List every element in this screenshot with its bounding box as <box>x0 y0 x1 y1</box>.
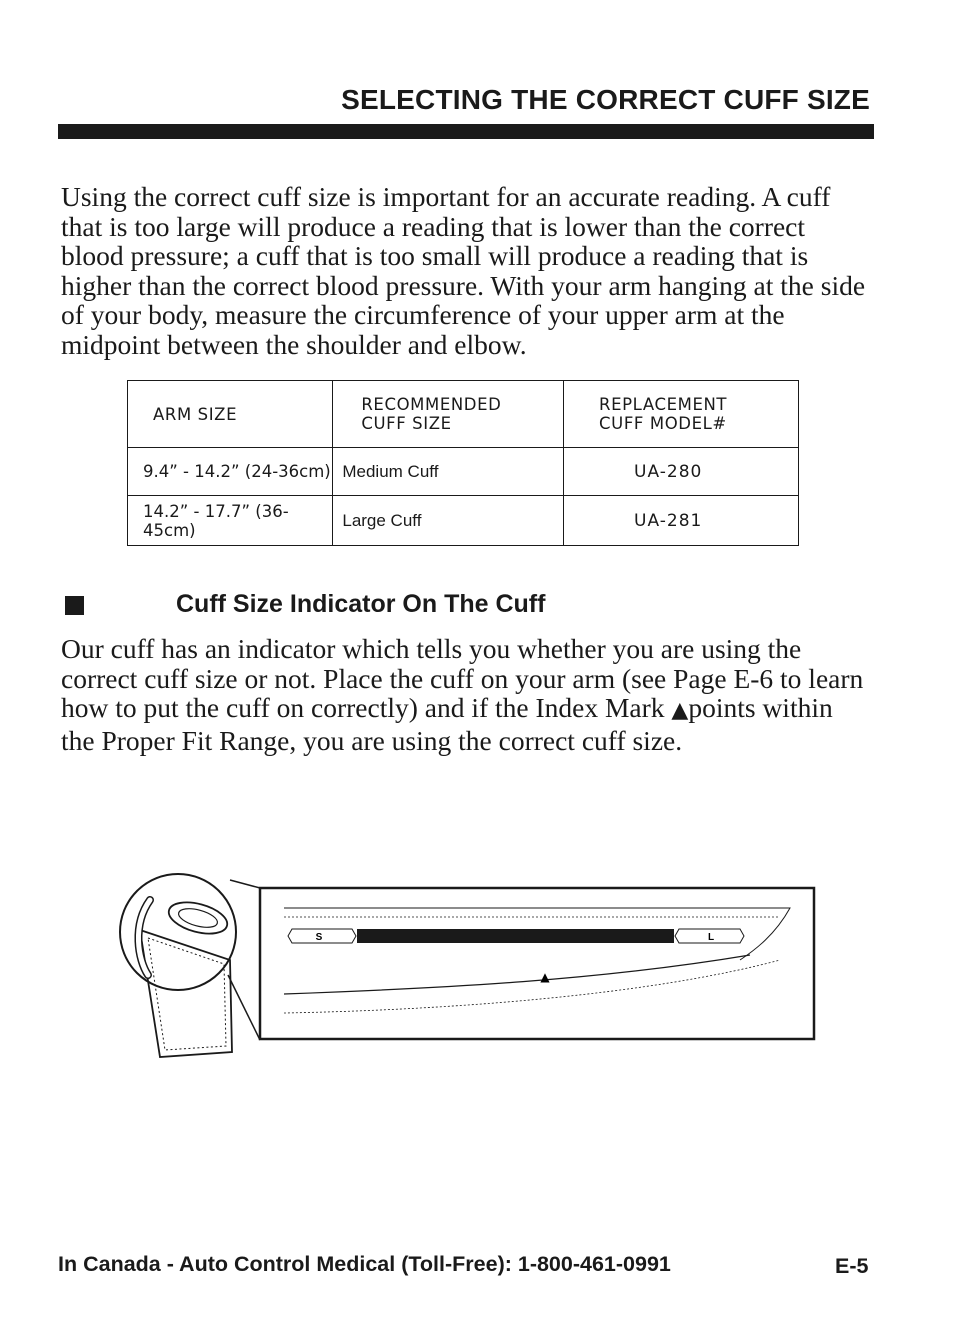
page-title: SELECTING THE CORRECT CUFF SIZE <box>341 84 870 115</box>
detail-box <box>260 888 814 1039</box>
row-model: UA-281 <box>564 496 799 546</box>
header-recommended-line1: RECOMMENDED <box>361 395 502 414</box>
proper-fit-range-bar <box>357 929 674 943</box>
index-mark-icon: ▲ <box>671 698 689 724</box>
cuff-illustration <box>120 874 236 1057</box>
zoom-line-bottom <box>228 975 260 1040</box>
section-heading: Cuff Size Indicator On The Cuff <box>176 590 546 618</box>
section-text-part2: points within the Proper Fit Range, you are using the correct cuff size. <box>61 692 833 756</box>
header-recommended-line2: CUFF SIZE <box>361 414 452 433</box>
row-cuff-size: Medium Cuff <box>333 448 564 496</box>
header-replacement-line2: CUFF MODEL# <box>599 414 727 433</box>
page-number: E-5 <box>835 1254 869 1278</box>
row-arm-size: 14.2” - 17.7” (36-45cm) <box>128 496 333 546</box>
small-label: S <box>315 932 323 943</box>
row-arm-size: 9.4” - 14.2” (24-36cm) <box>128 448 333 496</box>
index-mark-icon: ▲ <box>540 970 550 984</box>
large-label: L <box>707 932 715 943</box>
header-arm-size-label: ARM SIZE <box>153 404 238 424</box>
zoom-line-top <box>230 880 260 888</box>
row-cuff-size: Large Cuff <box>333 496 564 546</box>
intro-paragraph: Using the correct cuff size is important for an accurate reading. A cuff that is too large will produce a reading that is lower than the correct blood pressure; a cuff that is too small will produce a reading that is higher than the correct blood pressure. With your arm hanging at the side of your body, measure the circumference of your upper arm at the midpoint between the shoulder and elbow. <box>61 181 866 360</box>
header-replacement-line1: REPLACEMENT <box>599 395 728 414</box>
section-text-part1: Our cuff has an indicator which tells you whether you are using the correct cuff size or not. Place the cuff on your arm (see Page E-6 to learn how to put the cuff on correctly) and if the Index Mark <box>61 633 864 724</box>
row-model: UA-280 <box>564 448 799 496</box>
footer-contact: In Canada - Auto Control Medical (Toll-Free): 1-800-461-0991 <box>58 1252 671 1276</box>
